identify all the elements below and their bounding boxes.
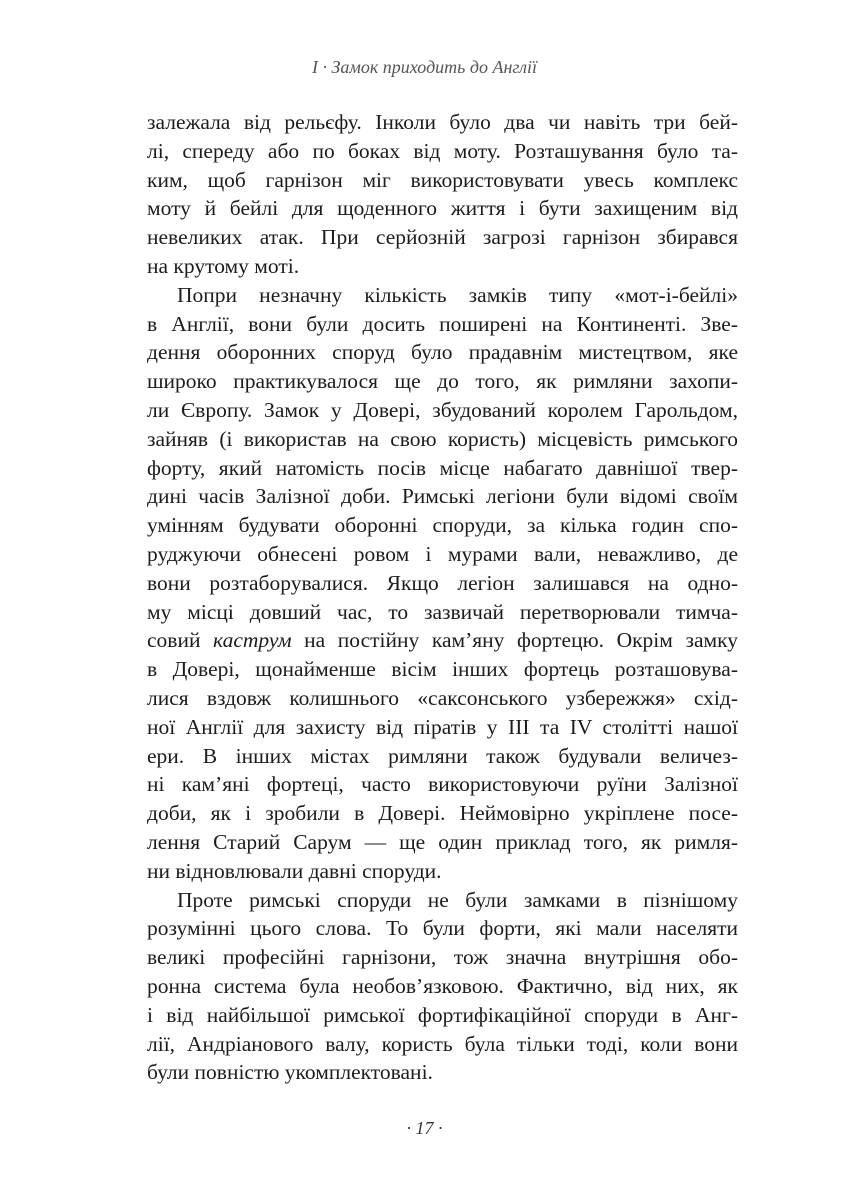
text-line: ронна система була необов’язковою. Фактично, від них, як — [147, 973, 738, 998]
text-line: ери. В інших містах римляни також будували величез- — [147, 743, 738, 768]
text-segment: на постійну кам’яну фортецю. Окрім замку — [291, 628, 738, 653]
text-line: і від найбільшої римської фортифікаційної споруди в Анг- — [147, 1002, 738, 1027]
body-text — [147, 108, 738, 1087]
text-line: залежала від рельєфу. Інколи було два чи навіть три бей- — [147, 110, 738, 134]
text-line: в Довері, щонайменше вісім інших фортець розташовува- — [147, 657, 738, 682]
text-line: умінням будувати оборонні споруди, за кілька годин спо- — [147, 513, 738, 538]
text-line: лії, Андріанового валу, користь була тільки тоді, коли вони — [147, 1031, 738, 1056]
running-head: I · Замок приходить до Англії — [311, 57, 538, 77]
text-line — [147, 626, 738, 655]
text-line: в Англії, вони були досить поширені на Континенті. Зве- — [147, 311, 738, 336]
italic-term: каструм — [213, 628, 292, 653]
text-line: лення Старий Сарум — ще один приклад того, як римля- — [147, 829, 738, 854]
text-line: лі, спереду або по боках від моту. Розташування було та- — [147, 138, 738, 163]
text-line: моту й бейлі для щоденного життя і бути захищеним від — [147, 196, 738, 221]
text-line: ної Англії для захисту від піратів у III та IV столітті нашої — [147, 714, 738, 739]
text-line: доби, як і зробили в Довері. Неймовірно укріплене посе- — [147, 801, 738, 826]
text-line: великі професійні гарнізони, тож значна внутрішня обо- — [147, 945, 738, 970]
text-segment: совий — [147, 628, 214, 653]
text-line: дині часів Залізної доби. Римські легіони були відомі своїм — [147, 484, 738, 509]
text-line: дення оборонних споруд було прадавнім мистецтвом, яке — [147, 340, 738, 365]
text-line: му місці довший час, то зазвичай перетворювали тимча- — [147, 599, 738, 624]
text-line: Проте римські споруди не були замками в пізнішому — [177, 887, 738, 912]
text-line: Попри незначну кількість замків типу «мот-і-бейлі» — [177, 282, 738, 307]
text-line: лися вздовж колишнього «саксонського узбережжя» схід- — [147, 685, 738, 710]
text-line: на крутому моті. — [147, 253, 300, 278]
text-line: зайняв (і використав на свою користь) місцевість римського — [147, 426, 738, 451]
text-line: вони розтаборувалися. Якщо легіон залишався на одно- — [147, 570, 738, 595]
text-line: руджуючи обнесені ровом і мурами вали, неважливо, де — [147, 541, 738, 566]
paragraph — [147, 108, 738, 281]
text-line: форту, який натомість посів місце набагато давнішої твер- — [147, 455, 738, 480]
text-line: ли Європу. Замок у Довері, збудований королем Гарольдом, — [147, 397, 738, 422]
paragraph — [147, 886, 738, 1088]
text-line: ні кам’яні фортеці, часто використовуючи руїни Залізної — [147, 772, 738, 797]
text-line: ким, щоб гарнізон міг використовувати увесь комплекс — [147, 167, 738, 192]
paragraph — [147, 281, 738, 886]
text-line: широко практикувалося ще до того, як римляни захопи- — [147, 369, 738, 394]
text-line: були повністю укомплектовані. — [147, 1060, 433, 1085]
text-line: розумінні цього слова. То були форти, які мали населяти — [147, 916, 738, 941]
text-line: ни відновлювали давні споруди. — [147, 858, 442, 883]
page-number: · 17 · — [406, 1118, 443, 1138]
text-line: невеликих атак. При серйозній загрозі гарнізон збирався — [147, 225, 738, 250]
